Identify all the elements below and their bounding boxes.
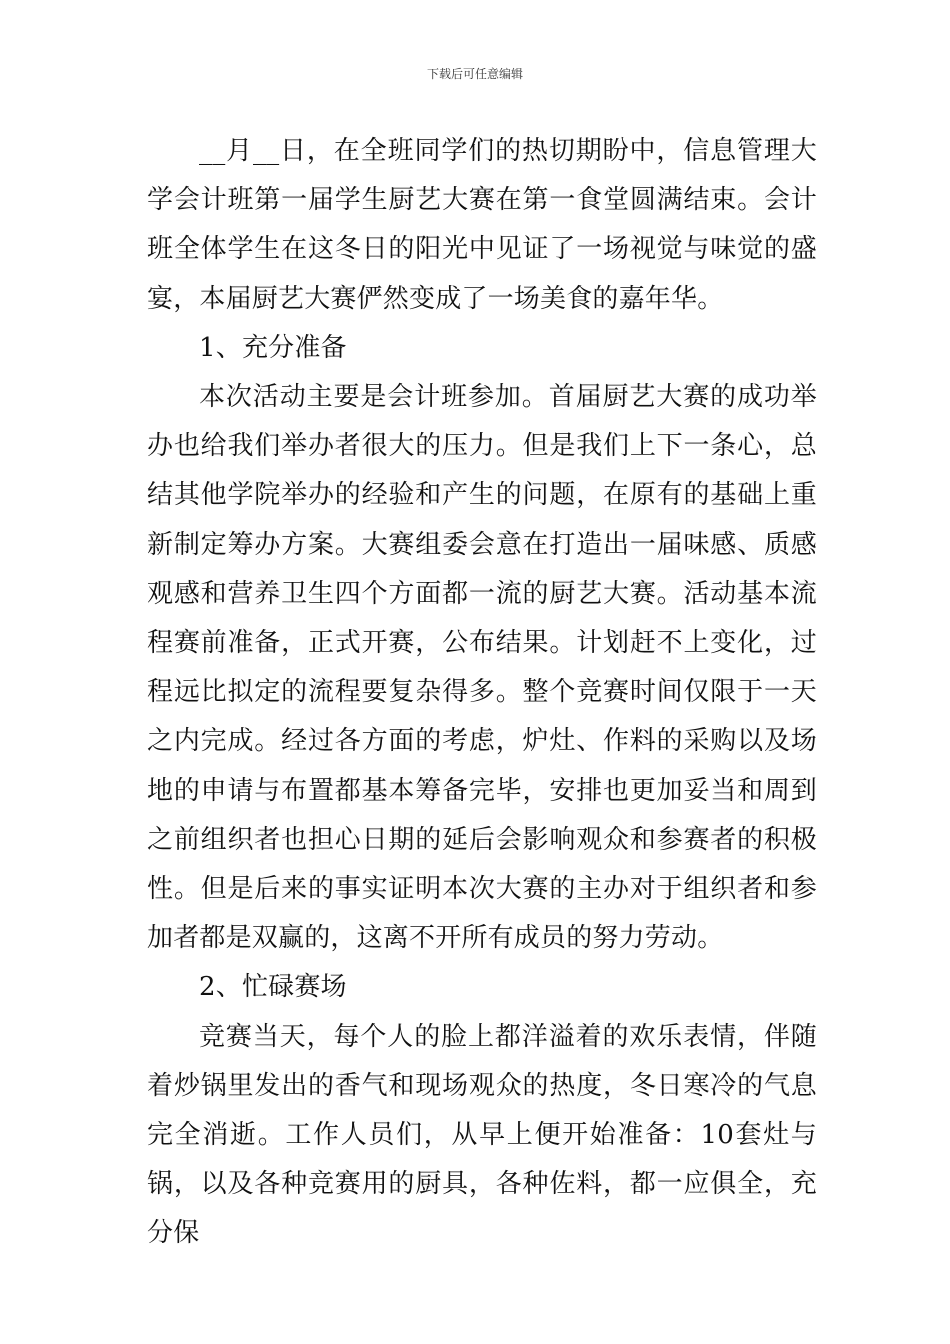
document-body	[147, 127, 817, 1259]
section-heading-busy-venue: 2、忙碌赛场	[199, 972, 347, 1003]
paragraph-busy-venue: 竞赛当天，每个人的脸上都洋溢着的欢乐表情，伴随着炒锅里发出的香气和现场观众的热度，冬日寒冷的气息完全消逝。工作人员们，从早上便开始准备：10套灶与锅，以及各种竞赛用的厨具，各种佐料，都一应俱全，充分保	[147, 1021, 817, 1249]
paragraph-intro: __月__日，在全班同学们的热切期盼中，信息管理大学会计班第一届学生厨艺大赛在第一食堂圆满结束。会计班全体学生在这冬日的阳光中见证了一场视觉与味觉的盛宴，本届厨艺大赛俨然变成了一场美食的嘉年华。	[147, 136, 817, 314]
header-note: 下载后可任意编辑	[426, 67, 523, 81]
section-heading-preparation: 1、充分准备	[199, 332, 347, 363]
paragraph-preparation: 本次活动主要是会计班参加。首届厨艺大赛的成功举办也给我们举办者很大的压力。但是我们上下一条心，总结其他学院举办的经验和产生的问题，在原有的基础上重新制定筹办方案。大赛组委会意在打造出一届味感、质感观感和营养卫生四个方面都一流的厨艺大赛。活动基本流程赛前准备，正式开赛，公布结果。计划赶不上变化，过程远比拟定的流程要复杂得多。整个竞赛时间仅限于一天之内完成。经过各方面的考虑，炉灶、作料的采购以及场地的申请与布置都基本筹备完毕，安排也更加妥当和周到之前组织者也担心日期的延后会影响观众和参赛者的积极性。但是后来的事实证明本次大赛的主办对于组织者和参加者都是双赢的，这离不开所有成员的努力劳动。	[147, 382, 817, 954]
